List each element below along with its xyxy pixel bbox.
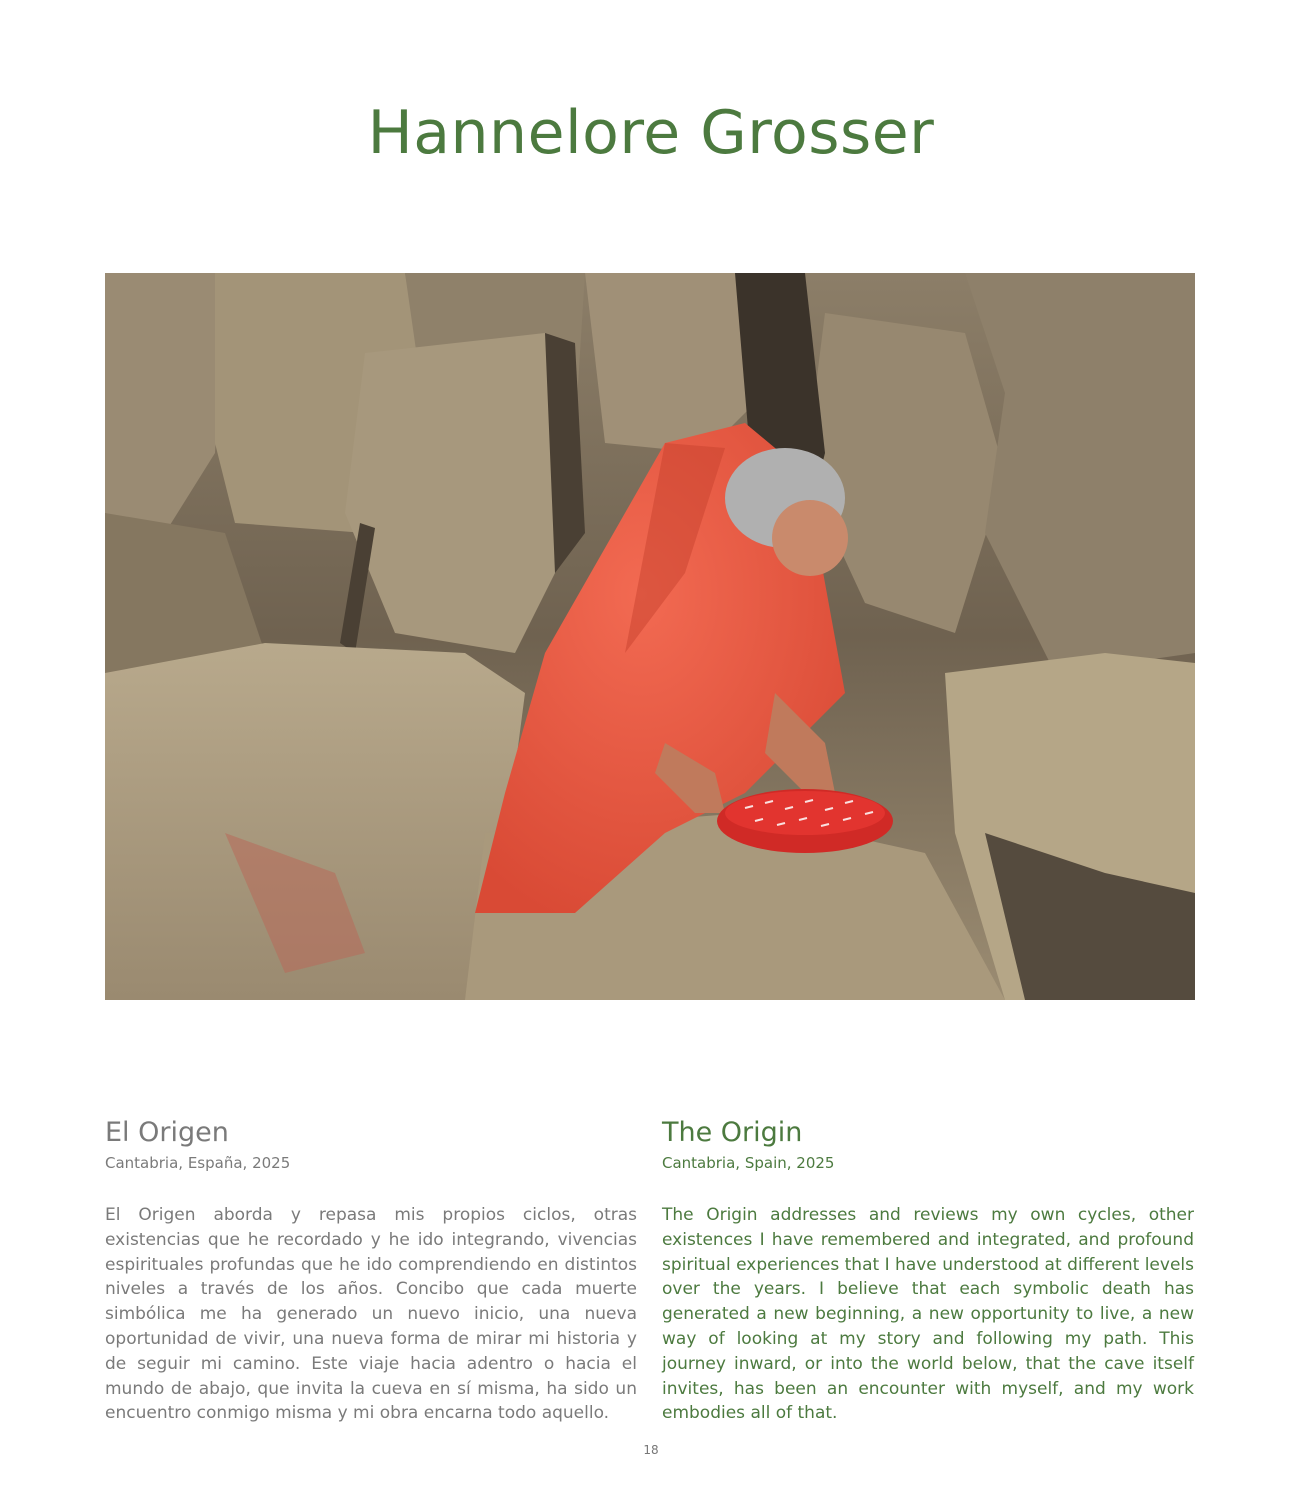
spanish-heading: El Origen [105,1117,229,1148]
english-body: The Origin addresses and reviews my own cycles, other existences I have remembered and integrated, and profound spiritual experiences that I have understood at different levels over the years. I believe that each symbolic death has generated a new beginning, a new opportunity to live, a new way of looking at my story and following my path. This journey inward, or into the world below, that the cave itself invites, has been an encounter with myself, and my work embodies all of that. [662,1205,1194,1424]
spanish-body: El Origen aborda y repasa mis propios ciclos, otras existencias que he recordado y he ido integrando, vivencias espirituales profundas que he ido comprendiendo en distintos niveles a través de los años. Concibo que cada muerte simbólica me ha generado un nuevo inicio, una nueva oportunidad de vivir, una nueva forma de mirar mi historia y de seguir mi camino. Este viaje hacia adentro o hacia el mundo de abajo, que invita la cueva en sí misma, ha sido un encuentro conmigo misma y mi obra encarna todo aquello. [105,1205,637,1424]
artwork-photo [105,273,1195,1000]
english-heading: The Origin [662,1117,803,1148]
spanish-column [105,1117,637,1426]
page-number: 18 [643,1443,659,1457]
english-column [662,1117,1194,1426]
page-title: Hannelore Grosser [367,98,935,168]
english-place-date: Cantabria, Spain, 2025 [662,1154,835,1172]
spanish-place-date: Cantabria, España, 2025 [105,1154,291,1172]
